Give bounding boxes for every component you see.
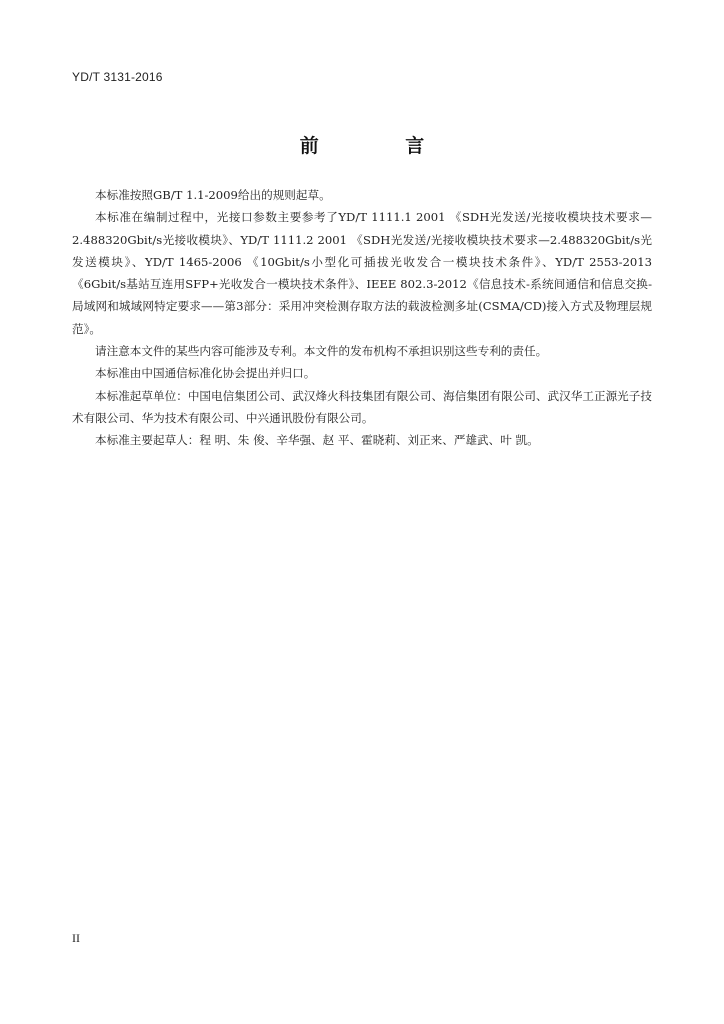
standard-code-header: YD/T 3131-2016 — [72, 70, 163, 84]
paragraph-drafters: 本标准主要起草人：程 明、朱 俊、辛华强、赵 平、霍晓莉、刘正来、严雄武、叶 凯。 — [95, 433, 539, 448]
paragraph-references: 本标准在编制过程中，光接口参数主要参考了YD/T 1111.1 2001 《SDH光发送/光接收模块技术要求—2.488320Gbit/s光接收模块》、YD/T 1111.2 2001 《SDH光发送/光接收模块技术要求—2.488320Gbit/s光发送模块》、YD/T 1465-2006 《10Gbit/s小型化可插拔光收发合一模块技术条件》、YD/T 2553-2013 《6Gbit/s基站互连用SFP+光收发合一模块技术条件》、IEEE 802.3-2012《信息技术-系统间通信和信息交换-局域网和城域网特定要求——第3部分：采用冲突检测存取方法的载波检测多址(CSMA/CD)接入方式及物理层规范》。 — [72, 210, 652, 336]
foreword-body — [72, 184, 652, 452]
paragraph-proposer: 本标准由中国通信标准化协会提出并归口。 — [95, 366, 316, 381]
paragraph-drafting-units: 本标准起草单位：中国电信集团公司、武汉烽火科技集团有限公司、海信集团有限公司、武汉华工正源光子技术有限公司、华为技术有限公司、中兴通讯股份有限公司。 — [72, 388, 652, 425]
foreword-title: 前 言 — [299, 135, 465, 157]
page-number: II — [72, 931, 80, 945]
paragraph-patent-notice: 请注意本文件的某些内容可能涉及专利。本文件的发布机构不承担识别这些专利的责任。 — [95, 344, 548, 359]
paragraph-drafting-rules: 本标准按照GB/T 1.1-2009给出的规则起草。 — [95, 188, 331, 202]
